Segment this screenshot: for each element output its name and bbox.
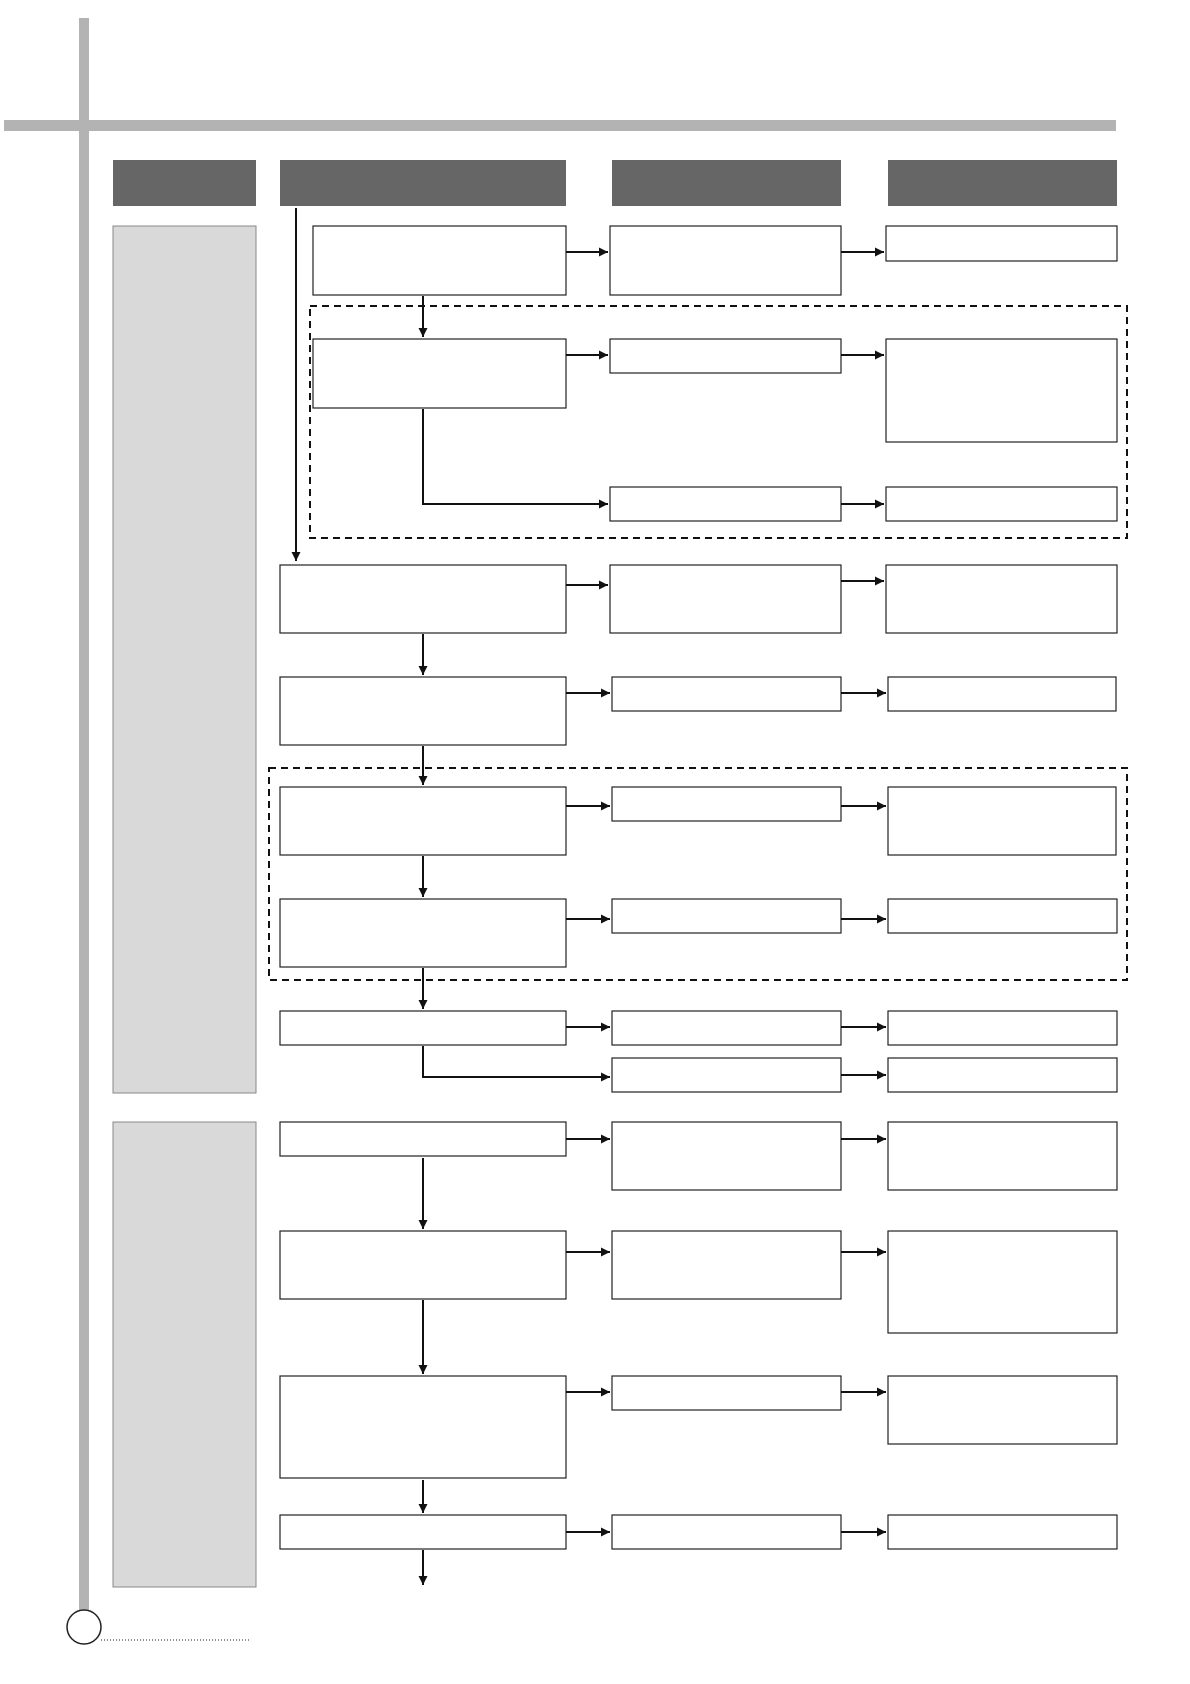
flow-box-r7-c1 xyxy=(280,899,566,967)
column-header-3 xyxy=(888,160,1117,206)
flow-box-r5-c2 xyxy=(612,677,841,711)
flow-box-r11-c1 xyxy=(280,1231,566,1299)
flow-box-r7-c3 xyxy=(888,899,1117,933)
page-number-marker xyxy=(67,1610,101,1644)
flow-box-r9-c3 xyxy=(888,1058,1117,1092)
horizontal-rail xyxy=(4,120,1116,131)
flow-box-r2-c2 xyxy=(610,339,841,373)
flow-box-r2-c1 xyxy=(313,339,566,408)
flow-box-r12-c1 xyxy=(280,1376,566,1478)
flow-box-r10-c2 xyxy=(612,1122,841,1190)
flow-box-r9-c2 xyxy=(612,1058,841,1092)
flow-box-r3-c2 xyxy=(610,487,841,521)
flow-box-r8-c2 xyxy=(612,1011,841,1045)
flow-box-r6-c2 xyxy=(612,787,841,821)
flow-box-r6-c3 xyxy=(888,787,1116,855)
flow-box-r12-c2 xyxy=(612,1376,841,1410)
column-header-0 xyxy=(113,160,256,206)
flow-box-r13-c3 xyxy=(888,1515,1117,1549)
flow-box-r10-c1 xyxy=(280,1122,566,1156)
flow-box-r1-c3 xyxy=(886,226,1117,261)
side-panel-1 xyxy=(113,226,256,1093)
flow-box-r5-c1 xyxy=(280,677,566,745)
column-header-1 xyxy=(280,160,566,206)
branch-arrow-r2-r3 xyxy=(423,409,608,504)
flow-box-r1-c1 xyxy=(313,226,566,295)
flow-box-r12-c3 xyxy=(888,1376,1117,1444)
flow-box-r5-c3 xyxy=(888,677,1116,711)
flow-box-r8-c3 xyxy=(888,1011,1117,1045)
flow-box-r10-c3 xyxy=(888,1122,1117,1190)
flow-box-r13-c2 xyxy=(612,1515,841,1549)
flow-box-r11-c2 xyxy=(612,1231,841,1299)
column-header-2 xyxy=(612,160,841,206)
flow-box-r11-c3 xyxy=(888,1231,1117,1333)
flow-box-r4-c1 xyxy=(280,565,566,633)
flow-box-r13-c1 xyxy=(280,1515,566,1549)
flow-box-r2-c3 xyxy=(886,339,1117,442)
flow-box-r3-c3 xyxy=(886,487,1117,521)
flow-box-r4-c2 xyxy=(610,565,841,633)
flow-box-r6-c1 xyxy=(280,787,566,855)
flow-box-r4-c3 xyxy=(886,565,1117,633)
branch-arrow-r8-r9 xyxy=(423,1046,610,1077)
vertical-rail xyxy=(79,18,89,1610)
flow-box-r1-c2 xyxy=(610,226,841,295)
side-panel-2 xyxy=(113,1122,256,1587)
flow-box-r7-c2 xyxy=(612,899,841,933)
flow-box-r8-c1 xyxy=(280,1011,566,1045)
